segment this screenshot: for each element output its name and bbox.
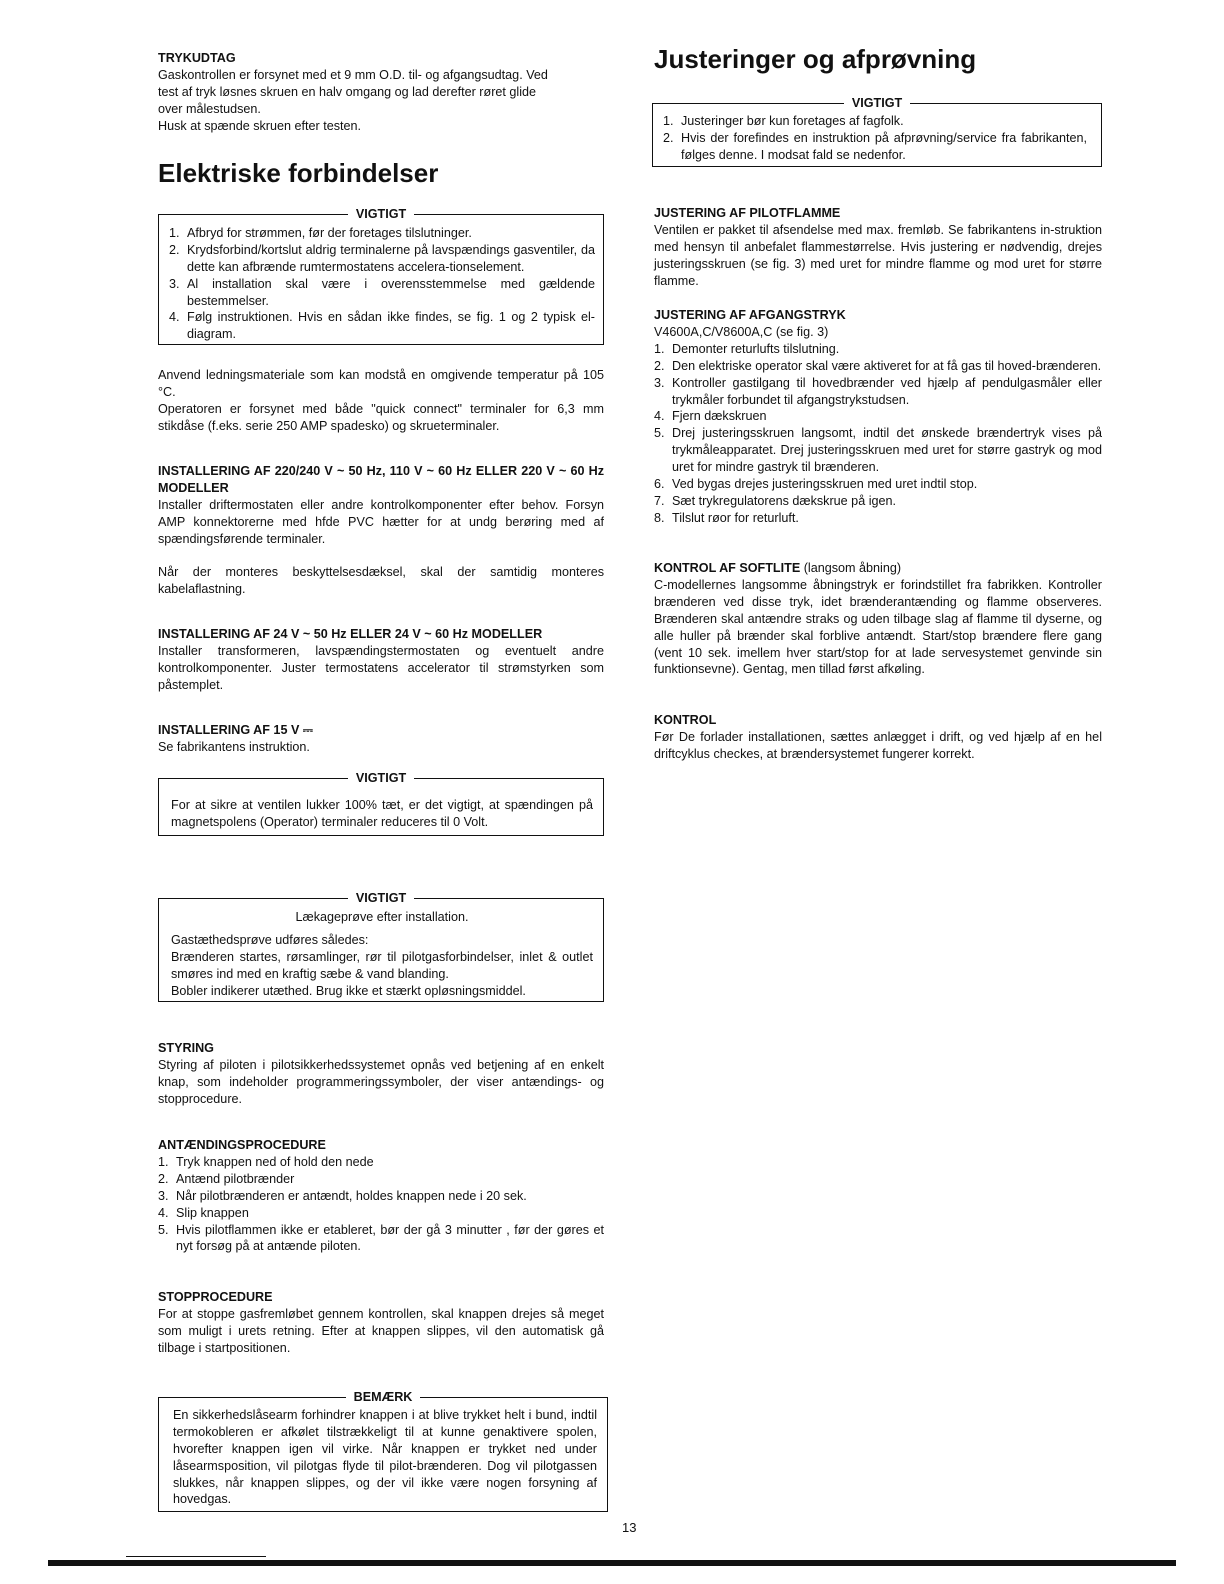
justeringer-heading: Justeringer og afprøvning	[654, 44, 977, 74]
list-item: 6. Ved bygas drejes justeringsskruen med uret indtil stop.	[654, 477, 978, 492]
bemaerk-text: En sikkerhedslåsearm forhindrer knappen i at blive trykket helt i bund, indtil termokobleren er afkølet tilstrækkeligt til at kunne genaktivere spolen, hvorefter knappen igen vil virke. Når knappen er trykket ned under låsearmsposition, vil pilotgas flyde til pilot-brænderen. Dog vil pilotgassen slukkes, når knappen slippes, og der vil ikke være nogen forsyning af hovedgas.	[173, 1407, 597, 1507]
list-item: 1. Demonter returlufts tilslutning.	[654, 341, 840, 356]
install-220-section	[158, 463, 604, 548]
elektriske-vigtigt-label: VIGTIGT	[355, 207, 407, 221]
list-item: 1. Afbryd for strømmen, før der foretages tilslutninger.	[169, 225, 472, 240]
stop-text: For at stoppe gasfremløbet gennem kontrollen, skal knappen drejes så meget som muligt i urets retning. Efter at knappen slippes, vil den automatisk gå tilbage i startpositionen.	[158, 1306, 604, 1355]
install-220-text: Installer driftermostaten eller andre kontrolkomponenter efter behov. Forsyn AMP konnektorerne med hfde PVC hætter for at undg berøring med af spændingsførende terminaler.	[158, 497, 604, 546]
list-item: 7. Sæt trykregulatorens dækskrue på igen.	[654, 493, 897, 508]
list-item: 4. Slip knappen	[158, 1205, 249, 1220]
elektriske-vigtigt-box	[158, 206, 604, 345]
trykudtag-line-4: Husk at spænde skruen efter testen.	[158, 118, 362, 133]
list-item: 1. Tryk knappen ned of hold den nede	[158, 1154, 374, 1169]
pilotflamme-title: JUSTERING AF PILOTFLAMME	[654, 206, 841, 220]
afgangstryk-subtitle: V4600A,C/V8600A,C (se fig. 3)	[654, 324, 829, 339]
vigtigt-voltage-box	[158, 770, 604, 836]
list-item: 3. Når pilotbrænderen er antændt, holdes knappen nede i 20 sek.	[158, 1188, 527, 1203]
install-15-title: INSTALLERING AF 15 V ⎓	[158, 723, 313, 737]
kontrol-section	[654, 712, 1102, 763]
install-15-section	[158, 722, 604, 756]
afgangstryk-section	[654, 307, 1102, 527]
list-item: 2. Hvis der forefindes en instruktion på afprøvning/service fra fabrikanten, følges denne. I modsat fald se nedenfor.	[663, 130, 1087, 162]
antaending-section	[158, 1137, 604, 1255]
vigtigt-leak-box	[158, 890, 604, 1002]
install-24-section	[158, 626, 604, 694]
install-220-text-2: Når der monteres beskyttelsesdæksel, skal der samtidig monteres kabelaflastning.	[158, 565, 604, 596]
softlite-title: KONTROL AF SOFTLITE	[654, 561, 801, 575]
trykudtag-title: TRYKUDTAG	[158, 51, 236, 65]
elektriske-body	[158, 367, 604, 435]
justeringer-vigtigt-label: VIGTIGT	[851, 96, 903, 110]
list-item: 3. Kontroller gastilgang til hovedbrænder ved hjælp af pendulgasmåler eller trykmåler forbundet til afgangstrykstudsen.	[654, 375, 1102, 407]
bemaerk-label: BEMÆRK	[353, 1390, 413, 1404]
trykudtag-line-1: Gaskontrollen er forsynet med et 9 mm O.D. til- og afgangsudtag. Ved	[158, 67, 548, 82]
elektriske-heading: Elektriske forbindelser	[158, 158, 439, 188]
vigtigt-leak-line-3: Brænderen startes, rørsamlinger, rør til pilotgasforbindelser, inlet & outlet smøres ind med en kraftig sæbe & vand blanding.	[171, 949, 593, 981]
list-item: 3. Al installation skal være i overensstemmelse med gældende bestemmelser.	[169, 276, 595, 308]
install-24-text: Installer transformeren, lavspændingstermostaten og eventuelt andre kontrolkomponenter. Juster termostatens accelerator til strømstyrken som påstemplet.	[158, 643, 604, 692]
footer-rule	[126, 1556, 266, 1557]
list-item: 5. Hvis pilotflammen ikke er etableret, bør der gå 3 minutter , før der gøres et nyt forsøg på at antænde piloten.	[158, 1222, 604, 1254]
vigtigt-voltage-text: For at sikre at ventilen lukker 100% tæt, er det vigtigt, at spændingen på magnetspolens (Operator) terminaler reduceres til 0 Volt.	[171, 797, 593, 829]
list-item: 2. Antænd pilotbrænder	[158, 1171, 295, 1186]
styring-title: STYRING	[158, 1041, 214, 1055]
list-item: 2. Den elektriske operator skal være aktiveret for at få gas til hoved-brænderen.	[654, 358, 1102, 373]
styring-section	[158, 1040, 604, 1108]
stop-section	[158, 1289, 604, 1357]
softlite-title-suffix: (langsom åbning)	[800, 561, 902, 575]
vigtigt-leak-line-2: Gastæthedsprøve udføres således:	[171, 932, 369, 947]
pilotflamme-section	[654, 205, 1102, 290]
softlite-section	[654, 560, 1102, 678]
styring-text: Styring af piloten i pilotsikkerhedssystemet opnås ved betjening af en enkelt knap, som indeholder programmeringssymboler, der viser antændings- og stopprocedure.	[158, 1057, 604, 1106]
vigtigt-leak-label: VIGTIGT	[355, 891, 407, 905]
page-number: 13	[622, 1520, 637, 1535]
pilotflamme-text: Ventilen er pakket til afsendelse med max. fremløb. Se fabrikantens in-struktion med hensyn til anbefalet flammestørrelse. Hvis justering er nødvendig, drejes justeringsskruen (se fig. 3) med uret for mindre flamme og mod uret for større flamme.	[654, 222, 1102, 288]
trykudtag-section	[158, 50, 604, 135]
install-24-title: INSTALLERING AF 24 V ~ 50 Hz ELLER 24 V ~ 60 Hz MODELLER	[158, 627, 543, 641]
afgangstryk-title: JUSTERING AF AFGANGSTRYK	[654, 308, 846, 322]
list-item: 1. Justeringer bør kun foretages af fagfolk.	[663, 113, 904, 128]
justeringer-vigtigt-box	[652, 95, 1102, 167]
list-item: 8. Tilslut røor for returluft.	[654, 510, 799, 525]
vigtigt-leak-line-1: Lækageprøve efter installation.	[295, 909, 469, 924]
vigtigt-leak-line-4: Bobler indikerer utæthed. Brug ikke et stærkt opløsningsmiddel.	[171, 983, 526, 998]
install-220-note	[158, 564, 604, 598]
elektriske-vigtigt-list	[169, 225, 595, 343]
stop-title: STOPPROCEDURE	[158, 1290, 273, 1304]
footer-bar	[48, 1560, 1176, 1566]
install-220-title: INSTALLERING AF 220/240 V ~ 50 Hz, 110 V ~ 60 Hz ELLER 220 V ~ 60 Hz MODELLER	[158, 464, 604, 495]
elektriske-para-2: Operatoren er forsynet med både "quick connect" terminaler for 6,3 mm stikdåse (f.eks. serie 250 AMP spadesko) og skrueterminaler.	[158, 401, 604, 433]
antaending-list	[158, 1154, 604, 1255]
softlite-heading	[654, 560, 1102, 577]
trykudtag-line-3: over målestudsen.	[158, 101, 261, 116]
afgangstryk-list	[654, 341, 1102, 527]
install-15-text: Se fabrikantens instruktion.	[158, 739, 310, 754]
elektriske-para-1: Anvend ledningsmateriale som kan modstå en omgivende temperatur på 105 °C.	[158, 368, 604, 399]
justeringer-vigtigt-list	[663, 113, 1087, 164]
kontrol-text: Før De forlader installationen, sættes anlægget i drift, og ved hjælp af en hel driftcyklus checkes, at brændersystemet fungerer korrekt.	[654, 729, 1102, 761]
list-item: 5. Drej justeringsskruen langsomt, indtil det ønskede brændertryk vises på trykmåleapparatet. Drej justeringsskruen med uret for større gastryk og mod uret for mindre gastryk til brænderen.	[654, 426, 1102, 475]
list-item: 4. Følg instruktionen. Hvis en sådan ikke findes, se fig. 1 og 2 typisk el-diagram.	[169, 310, 595, 342]
kontrol-title: KONTROL	[654, 713, 717, 727]
antaending-title: ANTÆNDINGSPROCEDURE	[158, 1138, 326, 1152]
bemaerk-box	[158, 1389, 608, 1512]
softlite-text: C-modellernes langsomme åbningstryk er forindstillet fra fabrikken. Kontroller brænderen ved disse tryk, idet brænderantænding og flamme observeres. Brænderen skal antændre straks og uden tilbage slag af flamme til dyserne, og alle huller på brænder skal forblive antændt. Start/stop brændere flere gang (vent 10 sek. imellem hver start/stop for at lade servesystemet genvinde sin funktionsevne). Gentag, men tillad først afkøling.	[654, 577, 1102, 677]
list-item: 2. Krydsforbind/kortslut aldrig terminalerne på lavspændings gasventiler, da dette kan afbrænde rumtermostatens accelera-tionselement.	[169, 242, 595, 274]
list-item: 4. Fjern dækskruen	[654, 409, 767, 424]
trykudtag-line-2: test af tryk løsnes skruen en halv omgang og lad derefter røret glide	[158, 84, 536, 99]
vigtigt-voltage-label: VIGTIGT	[355, 771, 407, 785]
